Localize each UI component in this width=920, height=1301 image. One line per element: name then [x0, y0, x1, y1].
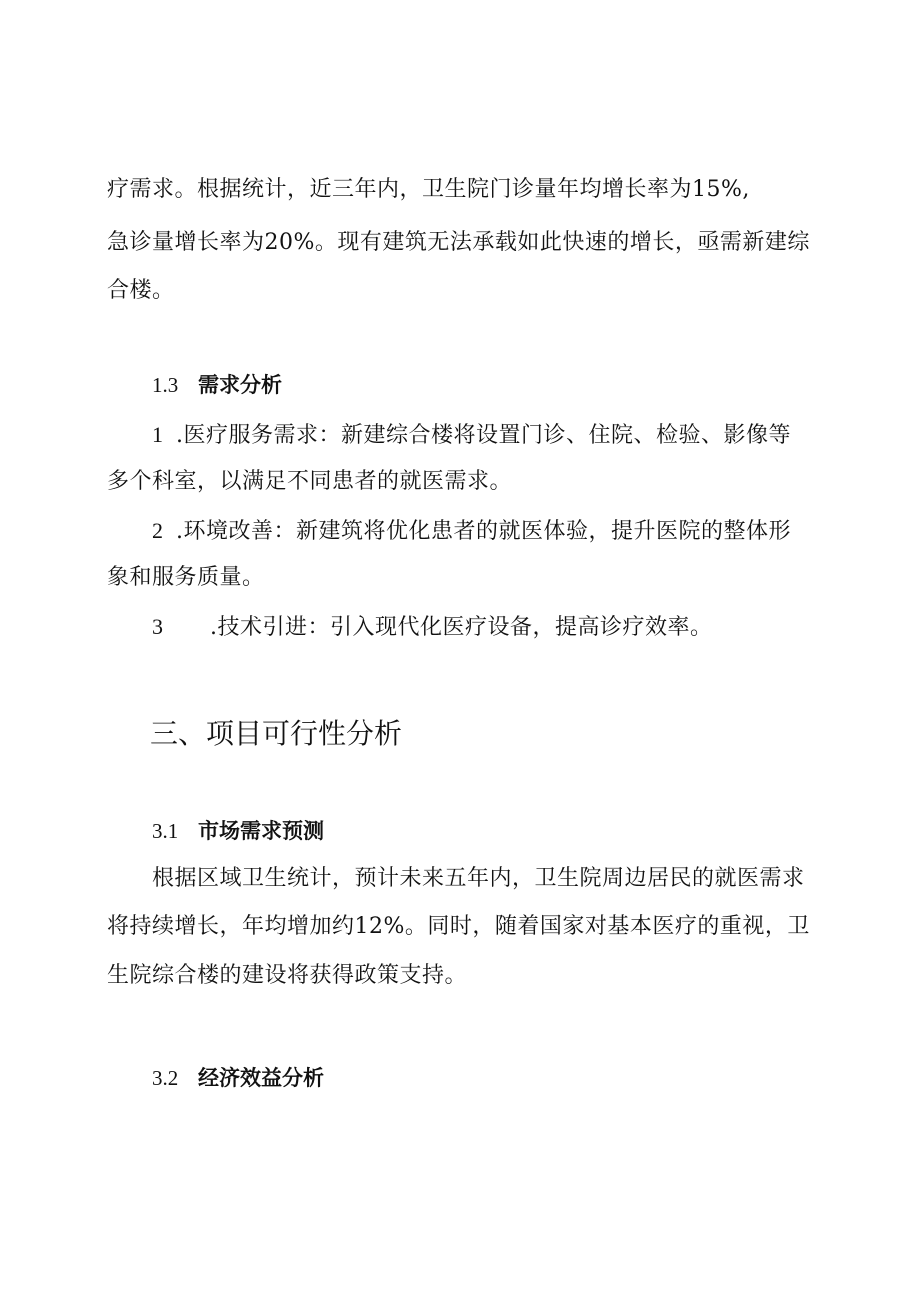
list-item-2-line-2: 象和服务质量。 [107, 565, 265, 590]
list-item-1-number: 1 [152, 422, 164, 447]
section-3-2-number: 3.2 [152, 1066, 179, 1090]
list-item-3-text: .技术引进：引入现代化医疗设备，提高诊疗效率。 [210, 615, 713, 640]
list-item-2-number: 2 [152, 518, 164, 543]
list-item-1-text: .医疗服务需求：新建综合楼将设置门诊、住院、检验、影像等 [176, 423, 791, 448]
section-1-3-number: 1.3 [152, 373, 179, 397]
section-3-2-title: 经济效益分析 [198, 1066, 324, 1090]
section-1-3-title: 需求分析 [198, 373, 282, 397]
section-3-1-title: 市场需求预测 [198, 819, 324, 843]
section-3-1-number: 3.1 [152, 819, 179, 843]
list-item-2-line-1 [152, 516, 791, 547]
section-3-1-line-3: 生院综合楼的建设将获得政策支持。 [107, 963, 468, 988]
chapter-3-heading: 三、项目可行性分析 [150, 717, 403, 750]
section-1-3-heading [152, 370, 282, 400]
list-item-1-line-1 [152, 420, 791, 451]
section-3-2-heading [152, 1063, 324, 1093]
intro-line-2: 急诊量增长率为20%。现有建筑无法承载如此快速的增长，亟需新建综 [107, 230, 810, 255]
intro-line-1: 疗需求。根据统计，近三年内，卫生院门诊量年均增长率为15%, [107, 177, 750, 202]
intro-line-3: 合楼。 [107, 278, 175, 303]
section-3-1-line-1: 根据区域卫生统计，预计未来五年内，卫生院周边居民的就医需求 [152, 866, 805, 891]
list-item-3-number: 3 [152, 614, 164, 639]
list-item-2-text: .环境改善：新建筑将优化患者的就医体验，提升医院的整体形 [176, 519, 791, 544]
list-item-1-line-2: 多个科室，以满足不同患者的就医需求。 [107, 469, 513, 494]
list-item-3-line-1 [152, 612, 713, 643]
section-3-1-heading [152, 816, 324, 846]
section-3-1-line-2: 将持续增长，年均增加约12%。同时，随着国家对基本医疗的重视，卫 [107, 914, 810, 939]
